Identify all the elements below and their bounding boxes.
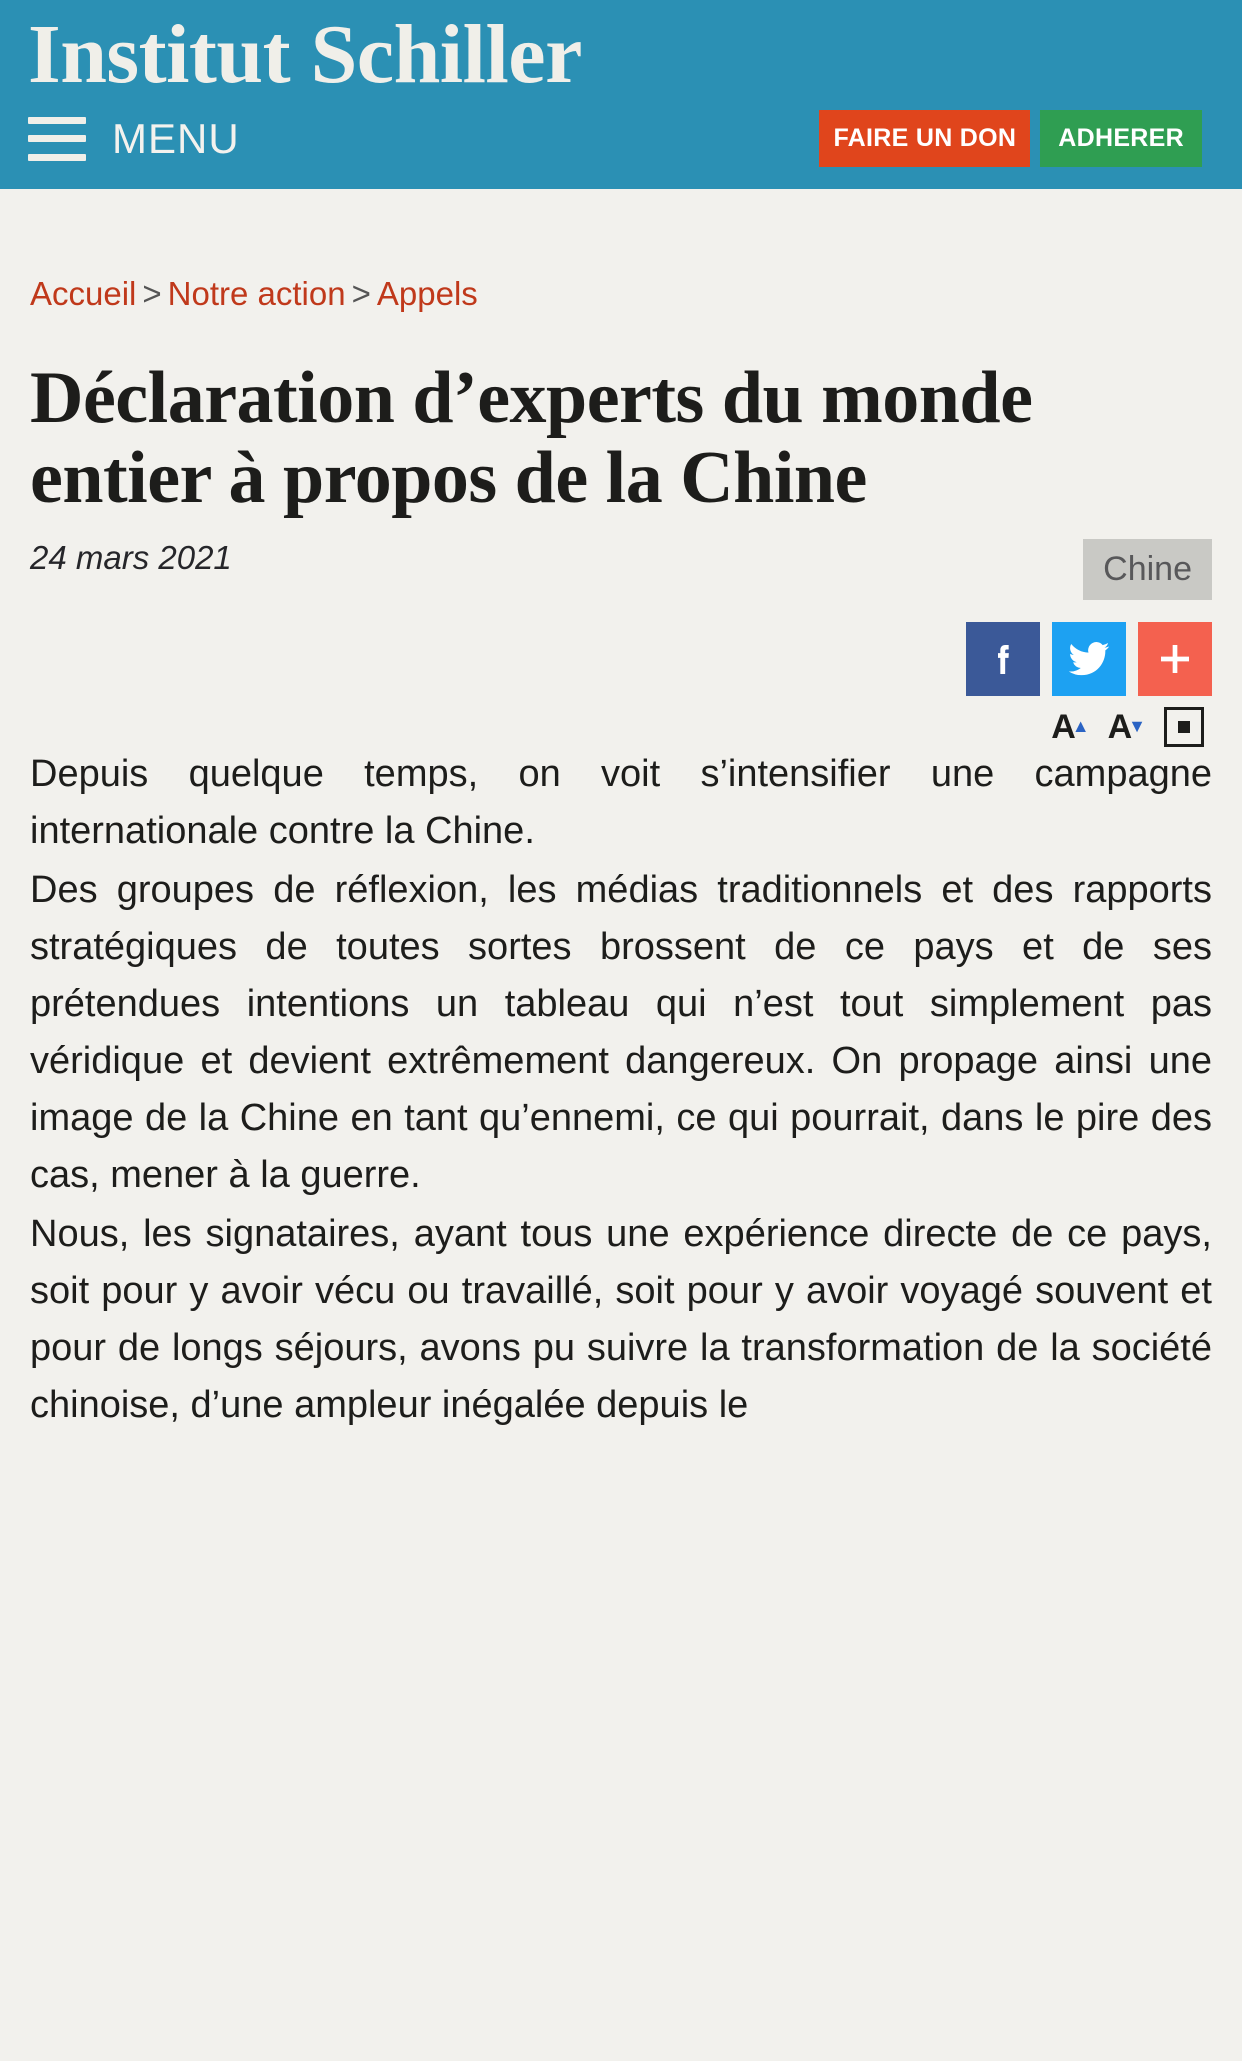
page-title: Déclaration d’experts du monde entier à propos de la Chine bbox=[30, 357, 1033, 519]
article-paragraph: Des groupes de réflexion, les médias traditionnels et des rapports stratégiques de toutes sortes brossent de ce pays et de ses prétendues intentions un tableau qui n’est tout simplement pas véridique et devient extrêmement dangereux. On propage ainsi une image de la Chine en tant qu’ennemi, ce qui pourrait, dans le pire des cas, mener à la guerre. bbox=[30, 868, 1212, 1196]
breadcrumb-item-notre-action[interactable]: Notre action bbox=[167, 275, 346, 313]
twitter-icon bbox=[1067, 637, 1111, 681]
arrow-up-icon: ▲ bbox=[1071, 716, 1090, 737]
header-bar bbox=[0, 104, 1242, 189]
status-badge[interactable]: Chine bbox=[1083, 539, 1212, 600]
share-buttons bbox=[30, 622, 1212, 696]
join-button[interactable]: ADHERER bbox=[1040, 110, 1202, 167]
article-tools bbox=[30, 707, 1212, 746]
more-share-button[interactable] bbox=[1138, 622, 1212, 696]
increase-font-size-button[interactable]: A ▲ bbox=[1051, 707, 1090, 746]
arrow-down-icon: ▼ bbox=[1128, 716, 1146, 737]
breadcrumb-item-accueil[interactable]: Accueil bbox=[30, 275, 137, 313]
header-buttons bbox=[819, 110, 1202, 167]
breadcrumb-separator: > bbox=[142, 275, 162, 313]
site-header bbox=[0, 0, 1242, 189]
breadcrumb bbox=[30, 189, 1212, 313]
breadcrumb-separator: > bbox=[351, 275, 371, 313]
breadcrumb-item-appels[interactable]: Appels bbox=[376, 275, 478, 313]
site-title: Institut Schiller bbox=[28, 8, 582, 101]
decrease-font-size-button[interactable]: A ▼ bbox=[1107, 707, 1146, 746]
menu-label[interactable]: MENU bbox=[112, 114, 240, 162]
main-content bbox=[0, 189, 1242, 1434]
article-paragraph: Depuis quelque temps, on voit s’intensifier une campagne internationale contre la Chine. bbox=[30, 752, 1212, 852]
twitter-share-button[interactable] bbox=[1052, 622, 1126, 696]
print-button[interactable] bbox=[1164, 707, 1204, 747]
facebook-icon bbox=[983, 637, 1023, 681]
print-icon bbox=[1164, 707, 1204, 747]
article-paragraph: Nous, les signataires, ayant tous une expérience directe de ce pays, soit pour y avoir vécu ou travaillé, soit pour y avoir voyagé souvent et pour de longs séjours, avons pu suivre la transformation de la société chinoise, d’une ampleur inégalée depuis le bbox=[30, 1212, 1212, 1426]
article-body bbox=[30, 746, 1212, 1434]
article-meta bbox=[30, 539, 1212, 600]
plus-icon bbox=[1155, 639, 1195, 679]
donate-button[interactable]: FAIRE UN DON bbox=[819, 110, 1030, 167]
article-date: 24 mars 2021 bbox=[30, 538, 232, 576]
facebook-share-button[interactable] bbox=[966, 622, 1040, 696]
hamburger-icon[interactable] bbox=[28, 117, 86, 161]
menu-toggle[interactable] bbox=[28, 115, 240, 163]
